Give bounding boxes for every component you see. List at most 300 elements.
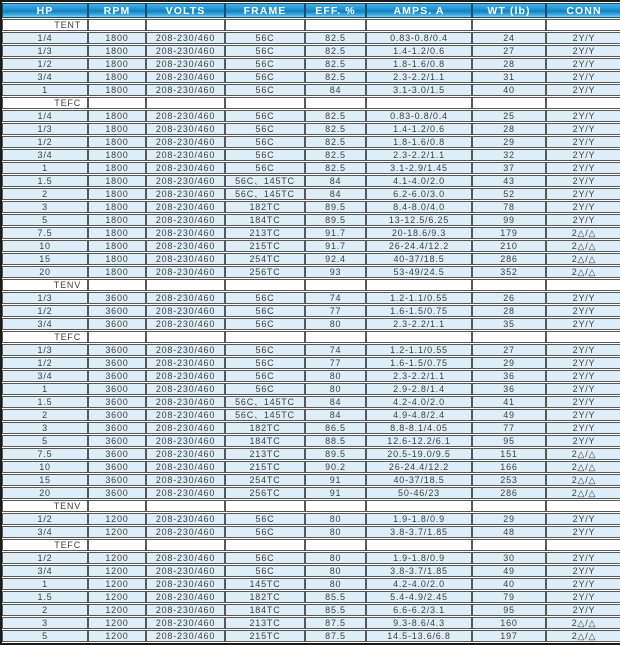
cell-amps-a: 40-37/18.5 xyxy=(366,474,472,486)
cell-amps-a: 3.8-3.7/1.85 xyxy=(366,526,472,538)
table-row xyxy=(2,32,620,44)
empty-cell xyxy=(88,539,146,551)
cell-rpm: 3600 xyxy=(88,344,146,356)
cell-hp: 1.5 xyxy=(2,175,88,187)
table-row xyxy=(2,630,620,642)
cell-amps-a: 3.1-3.0/1.5 xyxy=(366,84,472,96)
cell-rpm: 3600 xyxy=(88,383,146,395)
cell-volts: 208-230/460 xyxy=(146,71,225,83)
cell-wt-lb: 28 xyxy=(472,58,546,70)
cell-eff: 80 xyxy=(305,578,366,590)
cell-frame: 56C xyxy=(225,136,305,148)
section-label: TEFC xyxy=(2,331,88,343)
cell-wt-lb: 28 xyxy=(472,305,546,317)
cell-conn: 2△/△ xyxy=(546,448,620,460)
cell-frame: 182TC xyxy=(225,201,305,213)
section-row-tefc-1 xyxy=(2,97,620,109)
cell-hp: 1/2 xyxy=(2,357,88,369)
cell-wt-lb: 37 xyxy=(472,162,546,174)
cell-hp: 15 xyxy=(2,253,88,265)
cell-frame: 56C xyxy=(225,84,305,96)
section-label: TENV xyxy=(2,279,88,291)
cell-eff: 89.5 xyxy=(305,448,366,460)
cell-volts: 208-230/460 xyxy=(146,227,225,239)
table-row xyxy=(2,149,620,161)
cell-hp: 3/4 xyxy=(2,318,88,330)
cell-volts: 208-230/460 xyxy=(146,409,225,421)
column-header-hp: HP xyxy=(2,3,88,18)
cell-wt-lb: 49 xyxy=(472,565,546,577)
cell-wt-lb: 41 xyxy=(472,396,546,408)
cell-hp: 1/2 xyxy=(2,58,88,70)
cell-hp: 1 xyxy=(2,84,88,96)
table-row xyxy=(2,318,620,330)
table-row xyxy=(2,253,620,265)
table-row xyxy=(2,240,620,252)
cell-frame: 56C xyxy=(225,357,305,369)
table-body xyxy=(2,19,620,642)
cell-rpm: 1800 xyxy=(88,162,146,174)
cell-volts: 208-230/460 xyxy=(146,448,225,460)
cell-conn: 2Y/Y xyxy=(546,565,620,577)
cell-conn: 2Y/Y xyxy=(546,305,620,317)
cell-frame: 56C、145TC xyxy=(225,409,305,421)
cell-eff: 82.5 xyxy=(305,58,366,70)
cell-wt-lb: 160 xyxy=(472,617,546,629)
cell-frame: 56C xyxy=(225,71,305,83)
cell-rpm: 3600 xyxy=(88,396,146,408)
cell-frame: 256TC xyxy=(225,487,305,499)
cell-volts: 208-230/460 xyxy=(146,396,225,408)
empty-cell xyxy=(366,97,472,109)
section-label: TENV xyxy=(2,500,88,512)
cell-frame: 184TC xyxy=(225,435,305,447)
empty-cell xyxy=(88,500,146,512)
cell-volts: 208-230/460 xyxy=(146,292,225,304)
cell-hp: 1/2 xyxy=(2,513,88,525)
cell-frame: 215TC xyxy=(225,240,305,252)
cell-conn: 2Y/Y xyxy=(546,162,620,174)
cell-frame: 56C xyxy=(225,526,305,538)
cell-wt-lb: 29 xyxy=(472,357,546,369)
cell-rpm: 3600 xyxy=(88,474,146,486)
cell-amps-a: 2.3-2.2/1.1 xyxy=(366,149,472,161)
cell-eff: 84 xyxy=(305,396,366,408)
cell-wt-lb: 210 xyxy=(472,240,546,252)
cell-wt-lb: 29 xyxy=(472,136,546,148)
cell-rpm: 1800 xyxy=(88,58,146,70)
empty-cell xyxy=(146,500,225,512)
cell-amps-a: 4.2-4.0/2.0 xyxy=(366,396,472,408)
table-row xyxy=(2,357,620,369)
cell-frame: 56C xyxy=(225,305,305,317)
cell-wt-lb: 166 xyxy=(472,461,546,473)
cell-amps-a: 1.4-1.2/0.6 xyxy=(366,45,472,57)
cell-frame: 182TC xyxy=(225,591,305,603)
cell-conn: 2△/△ xyxy=(546,461,620,473)
cell-hp: 5 xyxy=(2,435,88,447)
cell-volts: 208-230/460 xyxy=(146,266,225,278)
cell-volts: 208-230/460 xyxy=(146,318,225,330)
cell-eff: 84 xyxy=(305,175,366,187)
cell-volts: 208-230/460 xyxy=(146,201,225,213)
column-header-eff: EFF. % xyxy=(305,3,366,18)
cell-hp: 1.5 xyxy=(2,396,88,408)
cell-volts: 208-230/460 xyxy=(146,123,225,135)
cell-wt-lb: 32 xyxy=(472,149,546,161)
cell-rpm: 1800 xyxy=(88,227,146,239)
cell-hp: 2 xyxy=(2,409,88,421)
cell-conn: 2△/△ xyxy=(546,617,620,629)
table-row xyxy=(2,162,620,174)
cell-wt-lb: 35 xyxy=(472,318,546,330)
cell-wt-lb: 79 xyxy=(472,591,546,603)
table-row xyxy=(2,474,620,486)
cell-frame: 56C xyxy=(225,318,305,330)
cell-volts: 208-230/460 xyxy=(146,45,225,57)
cell-hp: 3/4 xyxy=(2,526,88,538)
cell-amps-a: 1.9-1.8/0.9 xyxy=(366,513,472,525)
cell-rpm: 1200 xyxy=(88,552,146,564)
cell-conn: 2Y/Y xyxy=(546,188,620,200)
table-row xyxy=(2,604,620,616)
table-row xyxy=(2,227,620,239)
cell-frame: 184TC xyxy=(225,604,305,616)
cell-amps-a: 4.9-4.8/2.4 xyxy=(366,409,472,421)
table-row xyxy=(2,435,620,447)
table-row xyxy=(2,175,620,187)
cell-volts: 208-230/460 xyxy=(146,591,225,603)
cell-conn: 2Y/Y xyxy=(546,370,620,382)
cell-frame: 213TC xyxy=(225,448,305,460)
cell-frame: 56C xyxy=(225,513,305,525)
table-row xyxy=(2,552,620,564)
table-row xyxy=(2,201,620,213)
cell-conn: 2Y/Y xyxy=(546,422,620,434)
cell-volts: 208-230/460 xyxy=(146,305,225,317)
empty-cell xyxy=(88,19,146,31)
cell-wt-lb: 43 xyxy=(472,175,546,187)
cell-conn: 2Y/Y xyxy=(546,214,620,226)
cell-eff: 82.5 xyxy=(305,45,366,57)
cell-conn: 2Y/Y xyxy=(546,357,620,369)
cell-conn: 2Y/Y xyxy=(546,604,620,616)
cell-hp: 1/3 xyxy=(2,45,88,57)
cell-volts: 208-230/460 xyxy=(146,162,225,174)
column-header-rpm: RPM xyxy=(88,3,146,18)
table-row xyxy=(2,45,620,57)
empty-cell xyxy=(366,539,472,551)
cell-conn: 2Y/Y xyxy=(546,136,620,148)
cell-conn: 2Y/Y xyxy=(546,58,620,70)
empty-cell xyxy=(305,97,366,109)
header-row xyxy=(2,3,620,18)
cell-conn: 2△/△ xyxy=(546,266,620,278)
cell-volts: 208-230/460 xyxy=(146,136,225,148)
column-header-conn: CONN xyxy=(546,3,620,18)
empty-cell xyxy=(546,539,620,551)
cell-rpm: 1800 xyxy=(88,214,146,226)
cell-conn: 2Y/Y xyxy=(546,84,620,96)
cell-amps-a: 0.83-0.8/0.4 xyxy=(366,110,472,122)
table-row xyxy=(2,513,620,525)
empty-cell xyxy=(366,331,472,343)
cell-conn: 2△/△ xyxy=(546,253,620,265)
empty-cell xyxy=(546,500,620,512)
cell-amps-a: 4.1-4.0/2.0 xyxy=(366,175,472,187)
cell-hp: 1 xyxy=(2,578,88,590)
cell-rpm: 3600 xyxy=(88,487,146,499)
cell-volts: 208-230/460 xyxy=(146,175,225,187)
section-row-tefc-3 xyxy=(2,331,620,343)
cell-conn: 2Y/Y xyxy=(546,45,620,57)
cell-conn: 2Y/Y xyxy=(546,435,620,447)
table-row xyxy=(2,617,620,629)
cell-conn: 2Y/Y xyxy=(546,318,620,330)
table-row xyxy=(2,344,620,356)
cell-volts: 208-230/460 xyxy=(146,617,225,629)
cell-wt-lb: 95 xyxy=(472,604,546,616)
empty-cell xyxy=(225,279,305,291)
cell-amps-a: 20.5-19.0/9.5 xyxy=(366,448,472,460)
empty-cell xyxy=(225,539,305,551)
cell-hp: 1/4 xyxy=(2,32,88,44)
cell-amps-a: 40-37/18.5 xyxy=(366,253,472,265)
cell-volts: 208-230/460 xyxy=(146,188,225,200)
cell-hp: 3 xyxy=(2,617,88,629)
cell-eff: 89.5 xyxy=(305,214,366,226)
cell-hp: 2 xyxy=(2,604,88,616)
cell-eff: 82.5 xyxy=(305,149,366,161)
cell-eff: 77 xyxy=(305,305,366,317)
cell-conn: 2Y/Y xyxy=(546,32,620,44)
cell-eff: 80 xyxy=(305,526,366,538)
cell-eff: 93 xyxy=(305,266,366,278)
column-header-wt-lb: WT (lb) xyxy=(472,3,546,18)
cell-rpm: 1800 xyxy=(88,71,146,83)
cell-amps-a: 20-18.6/9.3 xyxy=(366,227,472,239)
cell-wt-lb: 78 xyxy=(472,201,546,213)
cell-volts: 208-230/460 xyxy=(146,214,225,226)
cell-rpm: 1200 xyxy=(88,513,146,525)
cell-conn: 2△/△ xyxy=(546,474,620,486)
cell-conn: 2Y/Y xyxy=(546,396,620,408)
cell-amps-a: 5.4-4.9/2.45 xyxy=(366,591,472,603)
section-row-tenv-2 xyxy=(2,279,620,291)
cell-amps-a: 13-12.5/6.25 xyxy=(366,214,472,226)
table-row xyxy=(2,578,620,590)
cell-rpm: 1800 xyxy=(88,188,146,200)
cell-eff: 85.5 xyxy=(305,604,366,616)
empty-cell xyxy=(146,279,225,291)
cell-frame: 182TC xyxy=(225,422,305,434)
cell-hp: 7.5 xyxy=(2,227,88,239)
cell-conn: 2△/△ xyxy=(546,487,620,499)
table-row xyxy=(2,409,620,421)
cell-hp: 10 xyxy=(2,240,88,252)
cell-eff: 80 xyxy=(305,383,366,395)
cell-amps-a: 2.3-2.2/1.1 xyxy=(366,370,472,382)
cell-rpm: 3600 xyxy=(88,409,146,421)
section-label: TEFC xyxy=(2,97,88,109)
table-row xyxy=(2,188,620,200)
column-header-frame: FRAME xyxy=(225,3,305,18)
cell-volts: 208-230/460 xyxy=(146,578,225,590)
cell-eff: 80 xyxy=(305,318,366,330)
cell-wt-lb: 95 xyxy=(472,435,546,447)
empty-cell xyxy=(305,279,366,291)
cell-wt-lb: 352 xyxy=(472,266,546,278)
cell-wt-lb: 31 xyxy=(472,71,546,83)
cell-rpm: 1800 xyxy=(88,136,146,148)
section-label: TENT xyxy=(2,19,88,31)
cell-hp: 15 xyxy=(2,474,88,486)
empty-cell xyxy=(305,19,366,31)
cell-eff: 74 xyxy=(305,292,366,304)
cell-hp: 5 xyxy=(2,214,88,226)
cell-volts: 208-230/460 xyxy=(146,149,225,161)
cell-rpm: 3600 xyxy=(88,435,146,447)
cell-hp: 20 xyxy=(2,266,88,278)
cell-hp: 5 xyxy=(2,630,88,642)
cell-hp: 1/2 xyxy=(2,136,88,148)
empty-cell xyxy=(146,97,225,109)
cell-conn: 2Y/Y xyxy=(546,71,620,83)
cell-eff: 80 xyxy=(305,565,366,577)
cell-eff: 82.5 xyxy=(305,32,366,44)
cell-frame: 56C xyxy=(225,383,305,395)
cell-eff: 74 xyxy=(305,344,366,356)
cell-eff: 91.7 xyxy=(305,227,366,239)
cell-wt-lb: 30 xyxy=(472,552,546,564)
cell-hp: 3/4 xyxy=(2,370,88,382)
empty-cell xyxy=(88,331,146,343)
table-row xyxy=(2,266,620,278)
empty-cell xyxy=(305,539,366,551)
cell-wt-lb: 99 xyxy=(472,214,546,226)
cell-eff: 87.5 xyxy=(305,630,366,642)
cell-frame: 56C xyxy=(225,565,305,577)
cell-rpm: 1800 xyxy=(88,45,146,57)
cell-amps-a: 8.4-8.0/4.0 xyxy=(366,201,472,213)
cell-conn: 2Y/Y xyxy=(546,175,620,187)
cell-rpm: 3600 xyxy=(88,305,146,317)
cell-volts: 208-230/460 xyxy=(146,58,225,70)
cell-eff: 89.5 xyxy=(305,201,366,213)
table-row xyxy=(2,110,620,122)
empty-cell xyxy=(366,19,472,31)
table-row xyxy=(2,214,620,226)
cell-amps-a: 1.8-1.6/0.8 xyxy=(366,136,472,148)
cell-conn: 2△/△ xyxy=(546,227,620,239)
cell-volts: 208-230/460 xyxy=(146,461,225,473)
cell-wt-lb: 253 xyxy=(472,474,546,486)
cell-wt-lb: 36 xyxy=(472,383,546,395)
cell-conn: 2△/△ xyxy=(546,240,620,252)
table-row xyxy=(2,461,620,473)
empty-cell xyxy=(472,331,546,343)
table-row xyxy=(2,565,620,577)
cell-frame: 56C xyxy=(225,32,305,44)
cell-amps-a: 6.2-6.0/3.0 xyxy=(366,188,472,200)
cell-amps-a: 1.6-1.5/0.75 xyxy=(366,357,472,369)
cell-conn: 2Y/Y xyxy=(546,344,620,356)
empty-cell xyxy=(305,500,366,512)
cell-amps-a: 2.3-2.2/1.1 xyxy=(366,318,472,330)
cell-volts: 208-230/460 xyxy=(146,32,225,44)
cell-volts: 208-230/460 xyxy=(146,370,225,382)
cell-hp: 1/2 xyxy=(2,305,88,317)
cell-rpm: 1800 xyxy=(88,110,146,122)
cell-rpm: 1800 xyxy=(88,32,146,44)
cell-frame: 56C、145TC xyxy=(225,396,305,408)
cell-amps-a: 3.1-2.9/1.45 xyxy=(366,162,472,174)
table-row xyxy=(2,123,620,135)
cell-conn: 2Y/Y xyxy=(546,552,620,564)
cell-amps-a: 1.8-1.6/0.8 xyxy=(366,58,472,70)
cell-eff: 90.2 xyxy=(305,461,366,473)
cell-eff: 80 xyxy=(305,552,366,564)
cell-amps-a: 0.83-0.8/0.4 xyxy=(366,32,472,44)
cell-volts: 208-230/460 xyxy=(146,422,225,434)
section-row-tefc-5 xyxy=(2,539,620,551)
cell-frame: 213TC xyxy=(225,617,305,629)
cell-hp: 10 xyxy=(2,461,88,473)
empty-cell xyxy=(225,331,305,343)
cell-conn: 2△/△ xyxy=(546,630,620,642)
cell-volts: 208-230/460 xyxy=(146,630,225,642)
cell-rpm: 1800 xyxy=(88,253,146,265)
cell-wt-lb: 29 xyxy=(472,513,546,525)
cell-eff: 91 xyxy=(305,474,366,486)
cell-frame: 56C、145TC xyxy=(225,175,305,187)
cell-volts: 208-230/460 xyxy=(146,604,225,616)
cell-amps-a: 53-49/24.5 xyxy=(366,266,472,278)
empty-cell xyxy=(472,279,546,291)
cell-wt-lb: 151 xyxy=(472,448,546,460)
cell-wt-lb: 27 xyxy=(472,45,546,57)
cell-hp: 3/4 xyxy=(2,149,88,161)
table-row xyxy=(2,591,620,603)
cell-hp: 3 xyxy=(2,422,88,434)
cell-volts: 208-230/460 xyxy=(146,383,225,395)
cell-volts: 208-230/460 xyxy=(146,474,225,486)
empty-cell xyxy=(225,19,305,31)
cell-volts: 208-230/460 xyxy=(146,253,225,265)
cell-frame: 145TC xyxy=(225,578,305,590)
table-row xyxy=(2,396,620,408)
empty-cell xyxy=(146,19,225,31)
empty-cell xyxy=(472,539,546,551)
cell-conn: 2Y/Y xyxy=(546,591,620,603)
cell-hp: 7.5 xyxy=(2,448,88,460)
table-row xyxy=(2,292,620,304)
table-row xyxy=(2,71,620,83)
cell-volts: 208-230/460 xyxy=(146,240,225,252)
table-row xyxy=(2,84,620,96)
cell-rpm: 3600 xyxy=(88,370,146,382)
empty-cell xyxy=(472,97,546,109)
cell-eff: 91.7 xyxy=(305,240,366,252)
cell-eff: 84 xyxy=(305,84,366,96)
section-row-tent-0 xyxy=(2,19,620,31)
empty-cell xyxy=(546,97,620,109)
empty-cell xyxy=(472,19,546,31)
cell-wt-lb: 26 xyxy=(472,292,546,304)
table-row xyxy=(2,448,620,460)
cell-hp: 1.5 xyxy=(2,591,88,603)
cell-amps-a: 26-24.4/12.2 xyxy=(366,240,472,252)
